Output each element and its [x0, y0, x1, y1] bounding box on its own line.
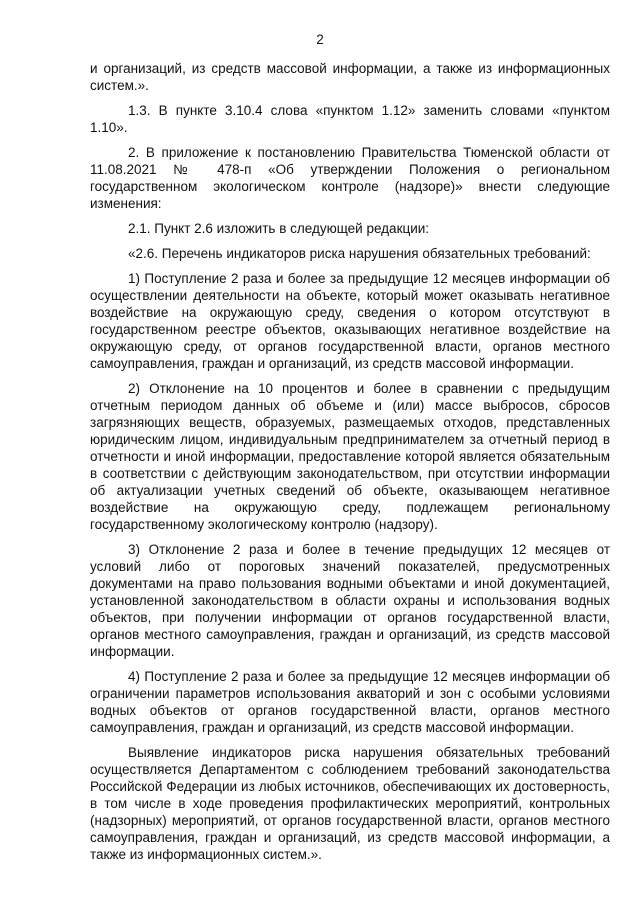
paragraph-indicator-3: 3) Отклонение 2 раза и более в течение предыдущих 12 месяцев от условий либо от пороговых значений показателей, предусмотренных документами на право пользования водными объектами и иной документацией, установленной законодательством в области охраны и использования водных объектов, при получении информации от органов государственной власти, органов местного самоуправления, граждан и организаций, из средств массовой информации.	[90, 542, 610, 659]
paragraph-item-2-6-heading: «2.6. Перечень индикаторов риска нарушения обязательных требований:	[128, 246, 591, 261]
document-body	[90, 60, 610, 871]
paragraph-item-2-1: 2.1. Пункт 2.6 изложить в следующей редакции:	[128, 221, 430, 236]
paragraph-item-2: 2. В приложение к постановлению Правительства Тюменской области от 11.08.2021 № 478-п «Об утверждении Положения о региональном государственном экологическом контроле (надзоре)» внести следующие изменения:	[90, 145, 610, 211]
paragraph-detection: Выявление индикаторов риска нарушения обязательных требований осуществляется Департаментом с соблюдением требований законодательства Российской Федерации из любых источников, обеспечивающих их достоверность, в том числе в ходе проведения профилактических мероприятий, контрольных (надзорных) мероприятий, от органов государственной власти, органов местного самоуправления, граждан и организаций, из средств массовой информации, а также из информационных систем.».	[90, 745, 610, 862]
paragraph-indicator-1: 1) Поступление 2 раза и более за предыдущие 12 месяцев информации об осуществлении деятельности на объекте, который может оказывать негативное воздействие на окружающую среду, сведения о котором отсутствуют в государственном реестре объектов, оказывающих негативное воздействие на окружающую среду, от органов государственной власти, органов местного самоуправления, граждан и организаций, из средств массовой информации.	[90, 271, 610, 371]
paragraph-item-1-3: 1.3. В пункте 3.10.4 слова «пунктом 1.12» заменить словами «пунктом 1.10».	[90, 103, 610, 135]
page-number: 2	[316, 32, 324, 47]
paragraph-indicator-4: 4) Поступление 2 раза и более за предыдущие 12 месяцев информации об ограничении параметров использования акваторий и зон с особыми условиями водных объектов от органов государственной власти, органов местного самоуправления, граждан и организаций, из средств массовой информации.	[90, 669, 610, 735]
paragraph-continuation: и организаций, из средств массовой информации, а также из информационных систем.».	[90, 61, 610, 93]
paragraph-indicator-2: 2) Отклонение на 10 процентов и более в сравнении с предыдущим отчетным периодом данных об объеме и (или) массе выбросов, сбросов загрязняющих веществ, образуемых, размещаемых отходов, представленных юридическим лицом, индивидуальным предпринимателем за отчетный период в отчетности и иной информации, предоставление которой является обязательным в соответствии с действующим законодательством, при отсутствии информации об актуализации учетных сведений об объекте, оказывающем негативное воздействие на окружающую среду, подлежащем региональному государственному экологическому контролю (надзору).	[90, 381, 610, 532]
